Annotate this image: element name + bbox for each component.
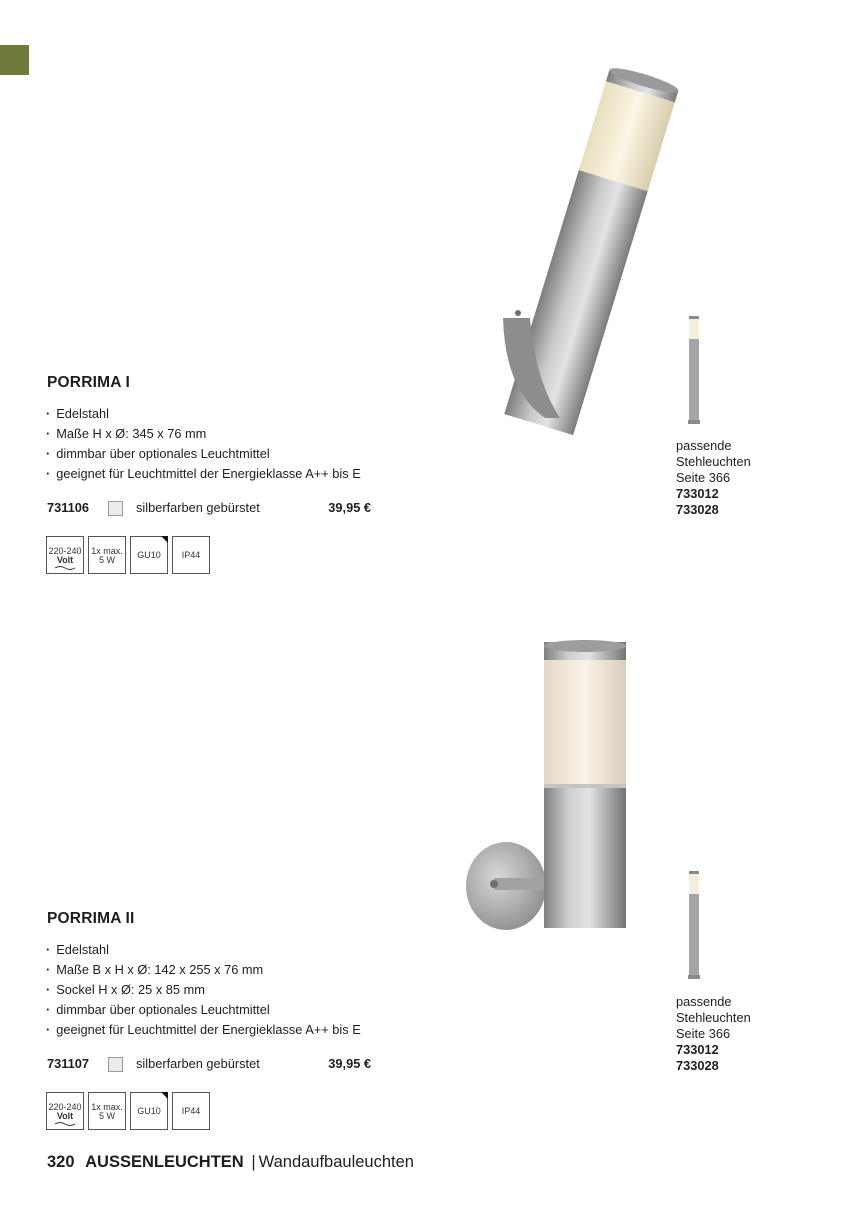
feature-item: · Edelstahl xyxy=(46,404,361,424)
finish-label: silberfarben gebürstet xyxy=(136,1056,260,1071)
socket-icon: GU10 xyxy=(130,1092,168,1130)
power-icon: 1x max. 5 W xyxy=(88,536,126,574)
bollard-lamp-image xyxy=(686,871,706,981)
product-title: PORRIMA II xyxy=(47,910,135,927)
related-bollards-note: passende Stehleuchten Seite 366 733012 733028 xyxy=(676,438,751,517)
feature-item: · geeignet für Leuchtmittel der Energieklasse A++ bis E xyxy=(46,464,361,484)
section-title: AUSSENLEUCHTEN xyxy=(85,1153,244,1171)
article-number: 731106 xyxy=(47,500,89,515)
feature-item: · Sockel H x Ø: 25 x 85 mm xyxy=(46,980,361,1000)
subsection-title: Wandaufbauleuchten xyxy=(258,1153,414,1171)
voltage-icon: 220-240 Volt xyxy=(46,1092,84,1130)
feature-item: · dimmbar über optionales Leuchtmittel xyxy=(46,444,361,464)
article-row xyxy=(47,1054,377,1074)
wave-icon xyxy=(55,1121,75,1127)
page-number: 320 xyxy=(47,1153,75,1171)
feature-item: · Maße B x H x Ø: 142 x 255 x 76 mm xyxy=(46,960,361,980)
price: 39,95 € xyxy=(328,1056,371,1071)
related-bollards-note: passende Stehleuchten Seite 366 733012 733028 xyxy=(676,994,751,1073)
ip-rating-icon: IP44 xyxy=(172,1092,210,1130)
feature-item: · dimmbar über optionales Leuchtmittel xyxy=(46,1000,361,1020)
bollard-lamp-image xyxy=(686,316,706,426)
ip-rating-icon: IP44 xyxy=(172,536,210,574)
finish-label: silberfarben gebürstet xyxy=(136,500,260,515)
power-icon: 1x max. 5 W xyxy=(88,1092,126,1130)
feature-item: · Maße H x Ø: 345 x 76 mm xyxy=(46,424,361,444)
feature-list xyxy=(46,940,361,1040)
socket-icon: GU10 xyxy=(130,536,168,574)
page-footer xyxy=(47,1153,414,1172)
feature-item: · geeignet für Leuchtmittel der Energieklasse A++ bis E xyxy=(46,1020,361,1040)
corner-mark-icon xyxy=(161,1092,168,1099)
feature-item: · Edelstahl xyxy=(46,940,361,960)
article-number: 731107 xyxy=(47,1056,89,1071)
voltage-icon: 220-240 Volt xyxy=(46,536,84,574)
cylinder-wall-lamp-image xyxy=(464,638,644,938)
color-swatch xyxy=(108,1057,123,1072)
price: 39,95 € xyxy=(328,500,371,515)
footer-separator: | xyxy=(251,1153,256,1171)
product-title: PORRIMA I xyxy=(47,374,131,391)
